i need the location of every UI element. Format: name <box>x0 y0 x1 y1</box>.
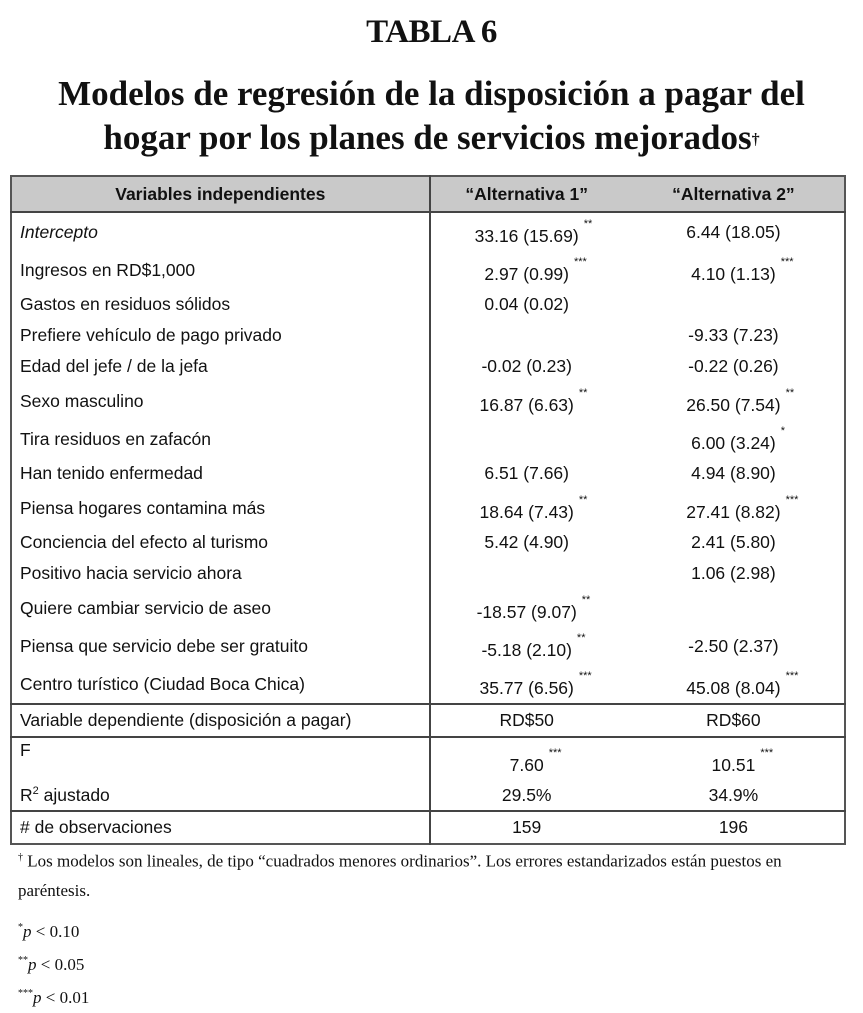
table-row <box>11 558 845 589</box>
variable-label: Tira residuos en zafacón <box>11 420 430 458</box>
significance-stars: ** <box>583 217 593 230</box>
alt2-value: 10.51 <box>711 754 756 775</box>
alt2-coefficient: 6.44 (18.05) <box>686 221 781 242</box>
table-row <box>11 212 845 251</box>
alt1-value: 29.5% <box>501 784 552 805</box>
table-row <box>11 382 845 420</box>
alt2-coefficient: -2.50 (2.37) <box>688 635 779 656</box>
table-row <box>11 458 845 489</box>
header-variables: Variables independientes <box>11 176 430 212</box>
row-label: # de observaciones <box>11 811 430 844</box>
variable-label: Sexo masculino <box>11 382 430 420</box>
alt2-coefficient: 2.41 (5.80) <box>691 532 776 552</box>
variable-label: Piensa que servicio debe ser gratuito <box>11 627 430 665</box>
variable-label: Gastos en residuos sólidos <box>11 289 430 320</box>
alt1-coefficient: 6.51 (7.66) <box>484 463 569 483</box>
variable-label: Positivo hacia servicio ahora <box>11 558 430 589</box>
significance-stars: ** <box>581 593 591 606</box>
alt2-coefficient: -0.22 (0.26) <box>688 356 779 376</box>
alt1-value: 159 <box>430 811 623 844</box>
dependent-variable-row <box>11 704 845 737</box>
alt1-coefficient: 33.16 (15.69) <box>474 225 579 246</box>
observations-row <box>11 811 845 844</box>
table-row <box>11 489 845 527</box>
table-row <box>11 665 845 704</box>
alt1-value: RD$50 <box>430 704 623 737</box>
alt1-coefficient: -5.18 (2.10) <box>481 639 572 660</box>
alt2-value: RD$60 <box>623 704 845 737</box>
alt1-coefficient: 16.87 (6.63) <box>479 394 574 415</box>
alt1-coefficient: 35.77 (6.56) <box>479 677 574 698</box>
significance-stars: *** <box>578 669 592 682</box>
variable-label: Centro turístico (Ciudad Boca Chica) <box>11 665 430 704</box>
alt2-coefficient: 45.08 (8.04) <box>686 677 781 698</box>
alt1-coefficient: -18.57 (9.07) <box>476 601 577 622</box>
significance-note-3: ***p < 0.01 <box>18 988 90 1007</box>
significance-stars: *** <box>780 255 794 268</box>
alt1-coefficient: -0.02 (0.23) <box>481 356 572 376</box>
alt1-value: 7.60 <box>509 754 544 775</box>
table-row <box>11 289 845 320</box>
alt2-coefficient: 27.41 (8.82) <box>686 501 781 522</box>
significance-stars: *** <box>574 255 587 268</box>
alt2-coefficient: 4.10 (1.13) <box>691 263 776 284</box>
alt2-coefficient: 1.06 (2.98) <box>691 563 776 583</box>
f-statistic-row <box>11 737 845 780</box>
r-squared-row <box>11 780 845 811</box>
dagger-mark: † <box>18 852 23 863</box>
alt2-value: 196 <box>623 811 845 844</box>
variable-label: Intercepto <box>11 212 430 251</box>
alt1-coefficient: 0.04 (0.02) <box>484 294 569 314</box>
header-alternativa-2: “Alternativa 2” <box>623 176 845 212</box>
regression-table <box>10 175 846 845</box>
variable-label: Han tenido enfermedad <box>11 458 430 489</box>
significance-stars: *** <box>785 669 799 682</box>
variable-label: Quiere cambiar servicio de aseo <box>11 589 430 627</box>
table-subtitle <box>0 72 863 160</box>
variable-label: Edad del jefe / de la jefa <box>11 351 430 382</box>
table-row <box>11 627 845 665</box>
alt2-coefficient: 26.50 (7.54) <box>686 394 781 415</box>
significance-note-2: **p < 0.05 <box>18 955 85 974</box>
table-row <box>11 420 845 458</box>
alt1-coefficient: 2.97 (0.99) <box>484 263 569 284</box>
significance-stars: ** <box>785 386 795 399</box>
alt2-coefficient: 6.00 (3.24) <box>691 432 776 453</box>
row-label: F <box>11 737 430 780</box>
significance-stars: *** <box>548 746 562 759</box>
variable-label: Piensa hogares contamina más <box>11 489 430 527</box>
alt1-coefficient: 5.42 (4.90) <box>484 532 569 552</box>
significance-stars: *** <box>785 493 799 506</box>
table-header-row <box>11 176 845 212</box>
subtitle-line-2: hogar por los planes de servicios mejorados <box>103 118 752 157</box>
table-title: TABLA 6 <box>366 14 497 50</box>
table-row <box>11 527 845 558</box>
variable-label: Prefiere vehículo de pago privado <box>11 320 430 351</box>
significance-stars: ** <box>578 493 588 506</box>
significance-stars: ** <box>576 631 586 644</box>
variable-label: Ingresos en RD$1,000 <box>11 251 430 289</box>
header-alternativa-1: “Alternativa 1” <box>430 176 623 212</box>
row-label: $R^2$ ajustado <box>11 780 430 811</box>
table-row <box>11 320 845 351</box>
significance-stars: * <box>780 424 786 437</box>
subtitle-line-1: Modelos de regresión de la disposición a pagar del <box>58 74 805 113</box>
footnote <box>18 843 848 905</box>
table-row <box>11 351 845 382</box>
alt2-coefficient: 4.94 (8.90) <box>691 463 776 483</box>
alt2-coefficient: -9.33 (7.23) <box>688 325 779 345</box>
variable-label: Conciencia del efecto al turismo <box>11 527 430 558</box>
significance-stars: *** <box>760 746 774 759</box>
footnote-text: Los modelos son lineales, de tipo “cuadrados menores ordinarios”. Los errores estandarizados están puestos en paréntesis. <box>18 851 782 900</box>
alt1-coefficient: 18.64 (7.43) <box>479 501 574 522</box>
alt2-value: 34.9% <box>708 784 759 805</box>
table-row <box>11 589 845 627</box>
table-row <box>11 251 845 289</box>
dagger-mark: † <box>751 131 760 148</box>
significance-stars: ** <box>578 386 588 399</box>
row-label: Variable dependiente (disposición a pagar) <box>11 704 430 737</box>
significance-note-1: *p < 0.10 <box>18 922 80 941</box>
table-body <box>11 212 845 704</box>
